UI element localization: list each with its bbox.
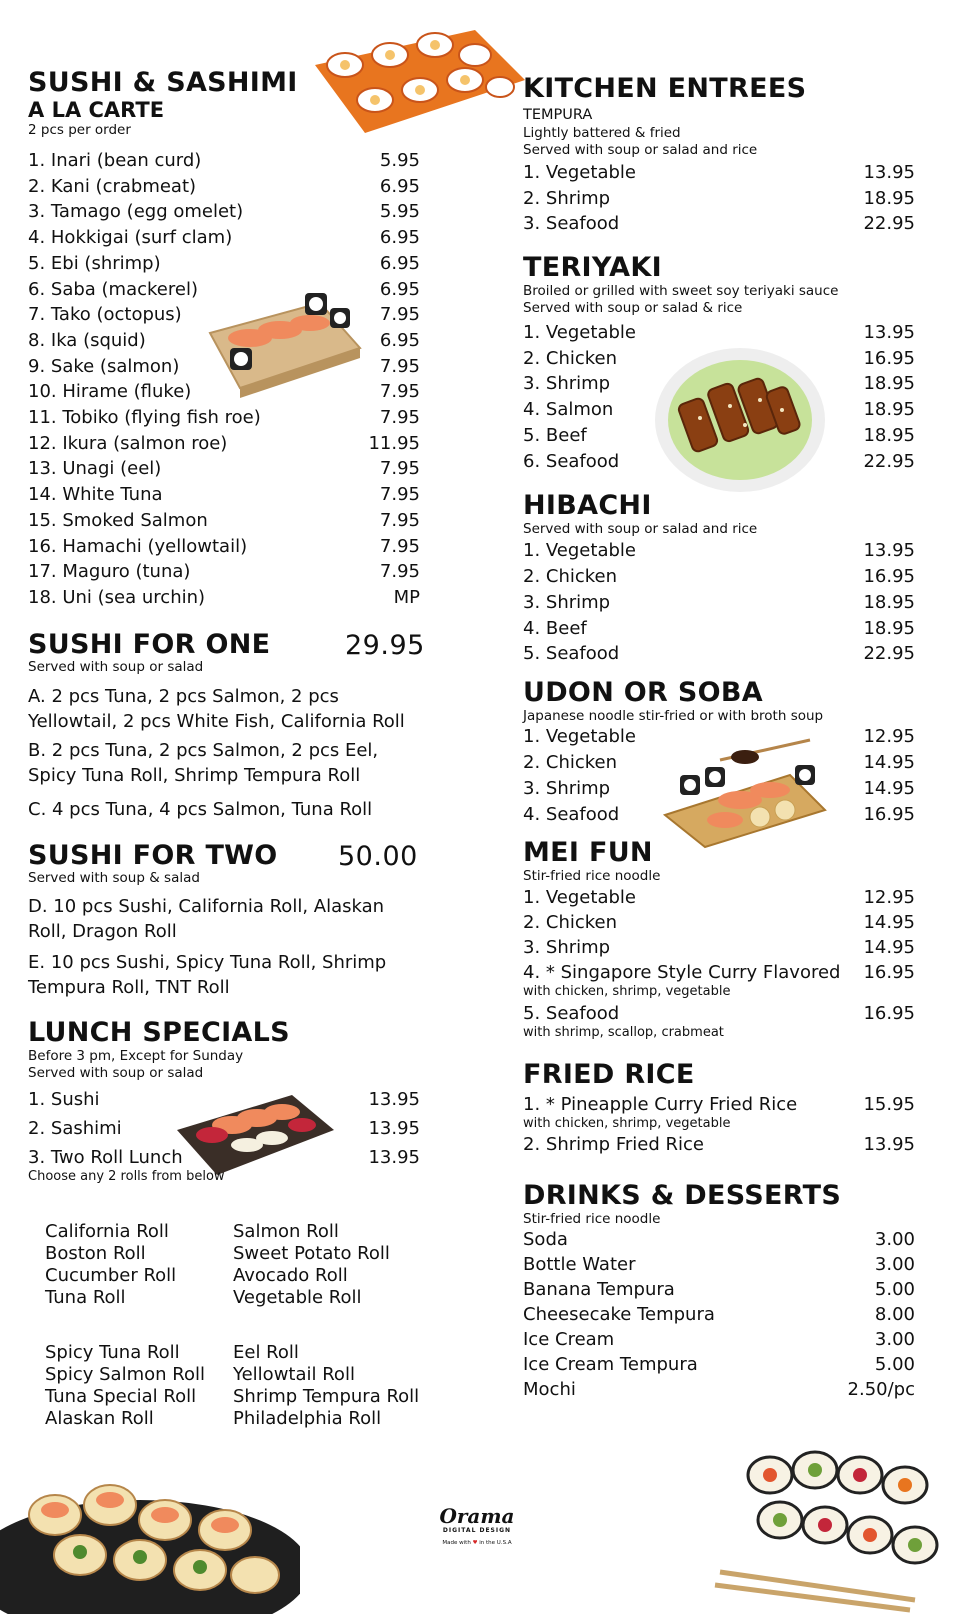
menu-item-price: 11.95 xyxy=(368,432,420,454)
menu-item-row xyxy=(523,1003,915,1040)
menu-item-price: 13.95 xyxy=(863,540,915,561)
menu-item-price: 13.95 xyxy=(863,1134,915,1155)
menu-item-price: 22.95 xyxy=(863,213,915,234)
sushi-for-one-subtitle: Served with soup or salad xyxy=(28,659,204,675)
hibachi-subtitle: Served with soup or salad and rice xyxy=(523,521,758,537)
menu-item-price: 13.95 xyxy=(368,1089,420,1110)
menu-item-row xyxy=(523,1354,915,1376)
menu-item-label xyxy=(523,1329,614,1351)
menu-item-row xyxy=(28,304,420,326)
menu-item-row xyxy=(523,451,915,473)
hibachi-title: HIBACHI xyxy=(523,490,652,521)
menu-item-price: 18.95 xyxy=(863,399,915,420)
menu-item-note: with shrimp, scallop, crabmeat xyxy=(523,1025,724,1040)
menu-item-name: 4. Hokkigai (surf clam) xyxy=(28,227,233,249)
roll-name: Alaskan Roll xyxy=(45,1408,154,1429)
logo-tagline: DIGITAL DESIGN xyxy=(442,1527,512,1534)
menu-item-name: 1. Vegetable xyxy=(523,726,636,747)
tempura-label: TEMPURA xyxy=(523,107,593,123)
menu-item-row xyxy=(28,330,420,352)
menu-item-name: 3. Tamago (egg omelet) xyxy=(28,201,244,223)
menu-item-row xyxy=(28,1147,420,1184)
sushi-for-one-option: C. 4 pcs Tuna, 4 pcs Salmon, Tuna Roll xyxy=(28,799,373,820)
menu-item-name: 2. Chicken xyxy=(523,752,618,773)
menu-item-row xyxy=(523,399,915,421)
menu-item-label xyxy=(523,778,610,800)
menu-item-row xyxy=(523,887,915,909)
menu-item-label xyxy=(28,356,179,378)
menu-item-price: 7.95 xyxy=(379,509,420,531)
menu-item-note: with chicken, shrimp, vegetable xyxy=(523,1116,731,1131)
menu-item-name: 1. Sushi xyxy=(28,1089,100,1110)
menu-item-name: Bottle Water xyxy=(523,1254,636,1275)
menu-item-label xyxy=(523,1254,635,1276)
udon-soba-subtitle: Japanese noodle stir-fried or with broth soup xyxy=(523,708,824,724)
menu-item-price: 18.95 xyxy=(863,373,915,394)
menu-item-row xyxy=(523,592,915,614)
menu-item-price: 5.00 xyxy=(874,1279,915,1300)
menu-item-label xyxy=(523,1094,797,1131)
lunch-specials-title: LUNCH SPECIALS xyxy=(28,1017,290,1048)
menu-item-price: 14.95 xyxy=(863,912,915,933)
sushi-sashimi-subtitle: 2 pcs per order xyxy=(28,122,131,138)
drinks-desserts-subtitle: Stir-fried rice noodle xyxy=(523,1211,661,1227)
menu-item-price: 7.95 xyxy=(379,304,420,326)
menu-item-name: 5. Ebi (shrimp) xyxy=(28,252,161,274)
roll-name: Salmon Roll xyxy=(233,1221,339,1242)
menu-item-row xyxy=(523,188,915,210)
menu-item-name: 4. Seafood xyxy=(523,804,620,825)
menu-item-row xyxy=(523,643,915,665)
menu-item-row xyxy=(523,425,915,447)
menu-item-label xyxy=(28,536,247,558)
menu-item-label xyxy=(28,253,161,275)
menu-item-price: 16.95 xyxy=(863,1003,915,1024)
menu-item-label xyxy=(523,213,619,235)
menu-item-price: 7.95 xyxy=(379,535,420,557)
menu-item-name: 6. Saba (mackerel) xyxy=(28,278,198,300)
menu-item-price: 14.95 xyxy=(863,778,915,799)
made-with-text: Made with xyxy=(442,1540,471,1546)
menu-item-label xyxy=(523,425,587,447)
menu-item-label xyxy=(523,1229,568,1251)
menu-item-price: 7.95 xyxy=(379,561,420,583)
menu-item-row xyxy=(523,348,915,370)
menu-item-label xyxy=(28,484,163,506)
menu-item-price: 14.95 xyxy=(863,752,915,773)
menu-item-price: 7.95 xyxy=(379,381,420,403)
menu-item-name: 1. Vegetable xyxy=(523,162,636,183)
menu-item-label xyxy=(523,566,617,588)
roll-name: Philadelphia Roll xyxy=(233,1408,382,1429)
menu-item-label xyxy=(523,451,619,473)
menu-item-price: 16.95 xyxy=(863,566,915,587)
logo-name: Orama xyxy=(439,1504,515,1528)
roll-name: Tuna Special Roll xyxy=(45,1386,197,1407)
sushi-for-one-option: B. 2 pcs Tuna, 2 pcs Salmon, 2 pcs Eel, Spicy Tuna Roll, Shrimp Tempura Roll xyxy=(28,740,379,786)
menu-item-name: 3. Shrimp xyxy=(523,937,611,958)
menu-item-name: 15. Smoked Salmon xyxy=(28,509,208,531)
menu-item-label xyxy=(523,912,617,934)
menu-item-price: 7.95 xyxy=(379,407,420,428)
menu-item-label xyxy=(523,752,617,774)
menu-item-price: 6.95 xyxy=(379,227,420,249)
menu-item-label xyxy=(523,726,636,748)
menu-item-label xyxy=(523,937,610,959)
menu-item-price: 7.95 xyxy=(379,484,420,506)
menu-item-label xyxy=(523,1304,715,1326)
menu-item-row xyxy=(523,1134,915,1156)
menu-item-label xyxy=(28,561,190,583)
menu-item-row xyxy=(28,279,420,301)
menu-item-row xyxy=(28,587,420,609)
menu-item-name: 6. Seafood xyxy=(523,451,620,472)
menu-item-label xyxy=(28,176,196,198)
menu-item-label xyxy=(523,322,636,344)
menu-item-price: 3.00 xyxy=(874,1254,915,1275)
sushi-for-one-option: A. 2 pcs Tuna, 2 pcs Salmon, 2 pcs Yellowtail, 2 pcs White Fish, California Roll xyxy=(28,686,405,732)
kitchen-subtitle: Served with soup or salad and rice xyxy=(523,142,758,158)
menu-item-label xyxy=(523,348,617,370)
menu-item-label xyxy=(28,330,146,352)
menu-item-row xyxy=(523,322,915,344)
roll-name: California Roll xyxy=(45,1221,169,1242)
menu-item-name: 2. Shrimp xyxy=(523,188,611,209)
menu-item-row xyxy=(523,804,915,826)
sushi-roll-tray-image xyxy=(305,25,530,137)
menu-item-label xyxy=(28,407,261,429)
sushi-for-one-title: SUSHI FOR ONE xyxy=(28,629,271,660)
made-in-usa xyxy=(437,1539,517,1548)
menu-item-label xyxy=(523,540,636,562)
menu-item-price: 6.95 xyxy=(379,329,420,351)
menu-item-name: 9. Sake (salmon) xyxy=(28,355,180,377)
menu-item-name: 14. White Tuna xyxy=(28,484,163,506)
menu-item-price: 13.95 xyxy=(863,322,915,343)
menu-item-name: 1. * Pineapple Curry Fried Rice xyxy=(523,1094,798,1115)
menu-item-name: Ice Cream xyxy=(523,1329,615,1350)
menu-item-label xyxy=(28,150,201,172)
menu-item-price: 7.95 xyxy=(379,355,420,377)
menu-item-price: 7.95 xyxy=(379,458,420,480)
menu-item-row xyxy=(523,752,915,774)
menu-item-row xyxy=(28,1118,420,1140)
menu-item-label xyxy=(28,279,198,301)
menu-item-label xyxy=(28,1118,122,1140)
menu-item-name: 4. * Singapore Style Curry Flavored xyxy=(523,962,841,983)
menu-item-price: 5.00 xyxy=(874,1354,915,1375)
menu-item-row xyxy=(523,1254,915,1276)
menu-item-name: 2. Chicken xyxy=(523,566,618,587)
roll-name: Tuna Roll xyxy=(45,1287,126,1308)
menu-item-row xyxy=(523,566,915,588)
menu-item-label xyxy=(28,1147,225,1184)
sushi-for-two-option: E. 10 pcs Sushi, Spicy Tuna Roll, Shrimp Tempura Roll, TNT Roll xyxy=(28,952,387,998)
roll-name: Spicy Salmon Roll xyxy=(45,1364,205,1385)
menu-item-label xyxy=(28,587,205,609)
menu-item-name: 2. Chicken xyxy=(523,912,618,933)
menu-item-price: MP xyxy=(393,586,420,608)
menu-item-row xyxy=(523,726,915,748)
lunch-specials-subtitle: Before 3 pm, Except for Sunday xyxy=(28,1048,244,1064)
menu-item-price: 15.95 xyxy=(863,1094,915,1115)
menu-item-row xyxy=(28,176,420,198)
menu-item-row xyxy=(523,1094,915,1131)
menu-item-price: 13.95 xyxy=(368,1147,420,1168)
roll-name: Spicy Tuna Roll xyxy=(45,1342,180,1363)
menu-item-row xyxy=(523,373,915,395)
sushi-sashimi-title: SUSHI & SASHIMI xyxy=(28,67,298,98)
lunch-specials-subtitle: Served with soup or salad xyxy=(28,1065,204,1081)
menu-item-row xyxy=(523,162,915,184)
menu-item-label xyxy=(523,618,587,640)
menu-item-price: 5.95 xyxy=(379,150,420,171)
orama-logo xyxy=(437,1506,517,1548)
menu-item-label xyxy=(523,188,610,210)
menu-item-price: 16.95 xyxy=(863,348,915,369)
menu-item-row xyxy=(28,561,420,583)
roll-name: Eel Roll xyxy=(233,1342,299,1363)
roll-name: Sweet Potato Roll xyxy=(233,1243,390,1264)
menu-item-label xyxy=(523,1379,576,1401)
menu-item-name: 10. Hirame (fluke) xyxy=(28,381,192,403)
menu-item-label xyxy=(523,1279,675,1301)
menu-item-row xyxy=(523,1229,915,1251)
menu-item-name: 17. Maguro (tuna) xyxy=(28,561,191,583)
menu-item-name: 5. Seafood xyxy=(523,643,620,664)
menu-item-label xyxy=(523,399,613,421)
menu-item-label xyxy=(28,433,227,455)
menu-item-price: 12.95 xyxy=(863,887,915,908)
sushi-for-two-subtitle: Served with soup & salad xyxy=(28,870,200,886)
menu-item-row xyxy=(28,150,420,172)
mei-fun-subtitle: Stir-fried rice noodle xyxy=(523,868,661,884)
menu-item-row xyxy=(523,540,915,562)
menu-item-name: 2. Sashimi xyxy=(28,1118,122,1139)
menu-item-name: 13. Unagi (eel) xyxy=(28,458,162,480)
menu-item-label xyxy=(523,1354,698,1376)
menu-item-row xyxy=(523,912,915,934)
a-la-carte-title: A LA CARTE xyxy=(28,98,165,122)
menu-item-note: with chicken, shrimp, vegetable xyxy=(523,984,731,999)
menu-item-row xyxy=(28,433,420,455)
menu-item-price: 6.95 xyxy=(379,175,420,197)
menu-item-name: Soda xyxy=(523,1229,568,1250)
roll-name: Vegetable Roll xyxy=(233,1287,362,1308)
menu-item-row xyxy=(523,1379,915,1401)
menu-item-label xyxy=(523,1134,704,1156)
menu-item-name: 5. Seafood xyxy=(523,1003,620,1024)
sushi-for-two-title: SUSHI FOR TWO xyxy=(28,840,278,871)
menu-item-row xyxy=(28,253,420,275)
sushi-for-two-option: D. 10 pcs Sushi, California Roll, Alaskan Roll, Dragon Roll xyxy=(28,896,385,942)
sushi-roll-platter-image xyxy=(0,1440,300,1614)
menu-item-row xyxy=(523,962,915,999)
sushi-rolls-chopsticks-image xyxy=(700,1440,980,1614)
menu-item-name: 1. Vegetable xyxy=(523,887,636,908)
menu-item-price: 18.95 xyxy=(863,425,915,446)
menu-item-name: 4. Salmon xyxy=(523,399,614,420)
roll-name: Boston Roll xyxy=(45,1243,146,1264)
menu-item-row xyxy=(523,1329,915,1351)
menu-item-name: 1. Vegetable xyxy=(523,540,636,561)
sushi-for-two-price: 50.00 xyxy=(338,841,418,872)
menu-item-name: 1. Inari (bean curd) xyxy=(28,150,202,171)
menu-item-name: Ice Cream Tempura xyxy=(523,1354,698,1375)
menu-item-name: 16. Hamachi (yellowtail) xyxy=(28,535,248,557)
menu-item-price: 13.95 xyxy=(368,1118,420,1139)
roll-name: Cucumber Roll xyxy=(45,1265,177,1286)
menu-item-label xyxy=(28,458,161,480)
menu-item-price: 3.00 xyxy=(874,1229,915,1250)
menu-item-name: 3. Seafood xyxy=(523,213,620,234)
menu-item-label xyxy=(523,643,619,665)
menu-item-price: 16.95 xyxy=(863,962,915,983)
roll-name: Yellowtail Roll xyxy=(233,1364,355,1385)
menu-item-label xyxy=(28,304,182,326)
menu-item-label xyxy=(523,162,636,184)
menu-item-row xyxy=(28,536,420,558)
rolls-group1-right xyxy=(233,1221,390,1309)
menu-item-price: 13.95 xyxy=(863,162,915,183)
menu-item-name: 4. Beef xyxy=(523,618,587,639)
menu-item-name: 3. Shrimp xyxy=(523,592,611,613)
menu-item-label xyxy=(523,592,610,614)
menu-item-price: 14.95 xyxy=(863,937,915,958)
rolls-group2-left xyxy=(45,1342,205,1430)
menu-item-price: 6.95 xyxy=(379,252,420,274)
menu-item-name: 8. Ika (squid) xyxy=(28,329,146,351)
menu-item-row xyxy=(523,213,915,235)
menu-item-name: 18. Uni (sea urchin) xyxy=(28,586,206,608)
menu-item-label xyxy=(28,227,232,249)
menu-item-name: 12. Ikura (salmon roe) xyxy=(28,432,228,454)
heart-icon: ♥ xyxy=(472,1540,478,1546)
menu-item-name: Banana Tempura xyxy=(523,1279,675,1300)
menu-item-row xyxy=(523,937,915,959)
menu-item-row xyxy=(28,510,420,532)
menu-item-label xyxy=(523,804,619,826)
menu-item-row xyxy=(523,1279,915,1301)
menu-item-name: 11. Tobiko (flying fish roe) xyxy=(28,407,261,428)
menu-item-price: 18.95 xyxy=(863,592,915,613)
menu-item-label xyxy=(28,381,191,403)
menu-item-label xyxy=(523,887,636,909)
menu-item-price: 12.95 xyxy=(863,726,915,747)
roll-name: Avocado Roll xyxy=(233,1265,348,1286)
menu-item-name: 2. Chicken xyxy=(523,348,618,369)
menu-item-row xyxy=(28,381,420,403)
menu-item-name: 3. Two Roll Lunch xyxy=(28,1147,183,1168)
menu-item-row xyxy=(523,778,915,800)
menu-item-name: 1. Vegetable xyxy=(523,322,636,343)
rolls-group1-left xyxy=(45,1221,176,1309)
teriyaki-subtitle: Broiled or grilled with sweet soy teriyaki sauce xyxy=(523,283,839,299)
sushi-for-one-price: 29.95 xyxy=(345,630,425,661)
menu-item-name: 2. Shrimp Fried Rice xyxy=(523,1134,704,1155)
menu-item-price: 18.95 xyxy=(863,618,915,639)
menu-item-name: Cheesecake Tempura xyxy=(523,1304,715,1325)
roll-name: Shrimp Tempura Roll xyxy=(233,1386,420,1407)
menu-item-name: 3. Shrimp xyxy=(523,373,611,394)
menu-item-price: 3.00 xyxy=(874,1329,915,1350)
menu-item-name: 5. Beef xyxy=(523,425,587,446)
kitchen-entrees-title: KITCHEN ENTREES xyxy=(523,73,807,104)
menu-item-price: 8.00 xyxy=(874,1304,915,1325)
menu-item-price: 5.95 xyxy=(379,201,420,223)
menu-item-row xyxy=(28,356,420,378)
menu-item-row xyxy=(523,618,915,640)
menu-item-name: Mochi xyxy=(523,1379,576,1400)
menu-item-price: 22.95 xyxy=(863,643,915,664)
menu-item-label xyxy=(523,1003,724,1040)
menu-item-row xyxy=(28,201,420,223)
menu-item-row xyxy=(28,227,420,249)
menu-item-name: 3. Shrimp xyxy=(523,778,611,799)
menu-item-price: 6.95 xyxy=(379,278,420,300)
menu-item-price: 16.95 xyxy=(863,804,915,825)
drinks-desserts-title: DRINKS & DESSERTS xyxy=(523,1180,842,1211)
menu-item-label xyxy=(28,201,243,223)
menu-item-price: 22.95 xyxy=(863,451,915,472)
menu-item-label xyxy=(523,373,610,395)
kitchen-subtitle: Lightly battered & fried xyxy=(523,125,681,141)
menu-item-name: 2. Kani (crabmeat) xyxy=(28,175,197,197)
teriyaki-subtitle: Served with soup or salad & rice xyxy=(523,300,743,316)
mei-fun-title: MEI FUN xyxy=(523,837,653,868)
menu-item-row xyxy=(28,1089,420,1111)
menu-item-label xyxy=(28,510,208,532)
menu-item-label xyxy=(28,1089,100,1111)
menu-item-label xyxy=(523,962,840,999)
udon-soba-title: UDON OR SOBA xyxy=(523,677,763,708)
rolls-group2-right xyxy=(233,1342,419,1430)
menu-item-row xyxy=(28,407,420,429)
fried-rice-title: FRIED RICE xyxy=(523,1059,695,1090)
menu-item-row xyxy=(523,1304,915,1326)
menu-item-name: 7. Tako (octopus) xyxy=(28,304,182,326)
menu-item-note: Choose any 2 rolls from below xyxy=(28,1169,225,1184)
menu-item-row xyxy=(28,458,420,480)
menu-item-price: 18.95 xyxy=(863,188,915,209)
menu-item-row xyxy=(28,484,420,506)
menu-item-price: 2.50/pc xyxy=(847,1379,915,1400)
in-usa-text: in the U.S.A xyxy=(479,1540,512,1546)
teriyaki-title: TERIYAKI xyxy=(523,252,662,283)
